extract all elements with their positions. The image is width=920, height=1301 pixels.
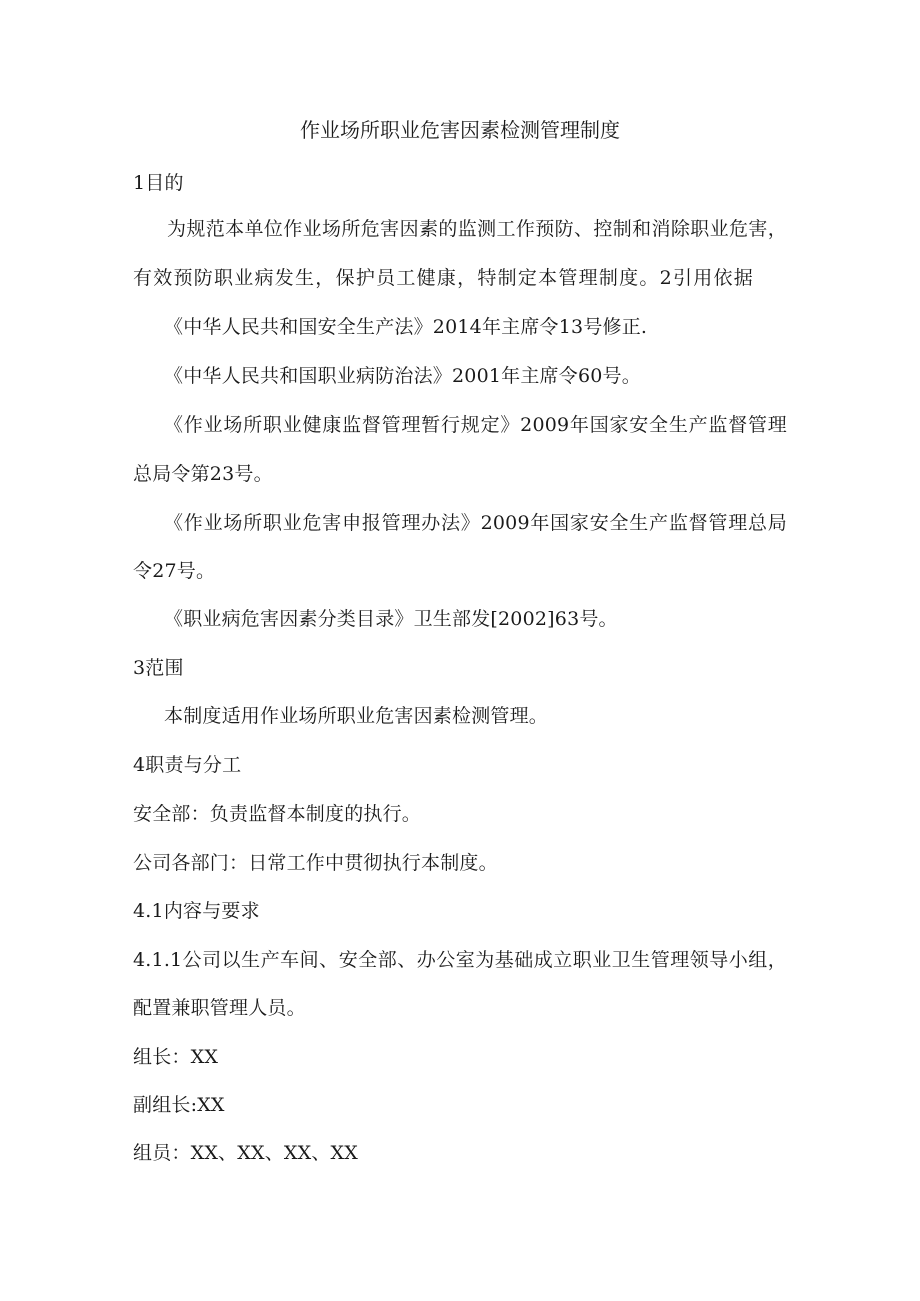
reference-item: 《中华人民共和国安全生产法》2014年主席令13号修正. xyxy=(164,316,648,338)
paragraph-line: 为规范本单位作业场所危害因素的监测工作预防、控制和消除职业危害， xyxy=(167,218,787,240)
reference-item: 《中华人民共和国职业病防治法》2001年主席令60号。 xyxy=(164,365,641,387)
paragraph-line: 有效预防职业病发生，保护员工健康，特制定本管理制度。2引用依据 xyxy=(133,267,753,289)
reference-item-continued: 总局令第23号。 xyxy=(133,463,273,485)
reference-item-continued: 令27号。 xyxy=(133,560,216,582)
section-heading-scope: 3范围 xyxy=(133,657,184,679)
paragraph-line: 安全部：负责监督本制度的执行。 xyxy=(133,803,422,825)
paragraph-line: 配置兼职管理人员。 xyxy=(133,997,306,1019)
team-leader: 组长：XX xyxy=(133,1046,219,1068)
section-heading-purpose: 1目的 xyxy=(133,172,184,194)
team-members: 组员：XX、XX、XX、XX xyxy=(133,1142,359,1164)
section-heading-content: 4.1内容与要求 xyxy=(133,900,260,922)
paragraph-line: 公司各部门：日常工作中贯彻执行本制度。 xyxy=(133,852,498,874)
reference-item: 《作业场所职业健康监督管理暂行规定》2009年国家安全生产监督管理 xyxy=(164,414,787,436)
reference-item: 《作业场所职业危害申报管理办法》2009年国家安全生产监督管理总局 xyxy=(164,512,787,534)
team-deputy-leader: 副组长:XX xyxy=(133,1094,225,1116)
reference-item: 《职业病危害因素分类目录》卫生部发[2002]63号。 xyxy=(164,608,618,630)
paragraph-line: 本制度适用作业场所职业危害因素检测管理。 xyxy=(164,705,549,727)
document-title: 作业场所职业危害因素检测管理制度 xyxy=(300,118,620,142)
paragraph-line: 4.1.1公司以生产车间、安全部、办公室为基础成立职业卫生管理领导小组， xyxy=(133,949,787,971)
section-heading-duties: 4职责与分工 xyxy=(133,754,242,776)
